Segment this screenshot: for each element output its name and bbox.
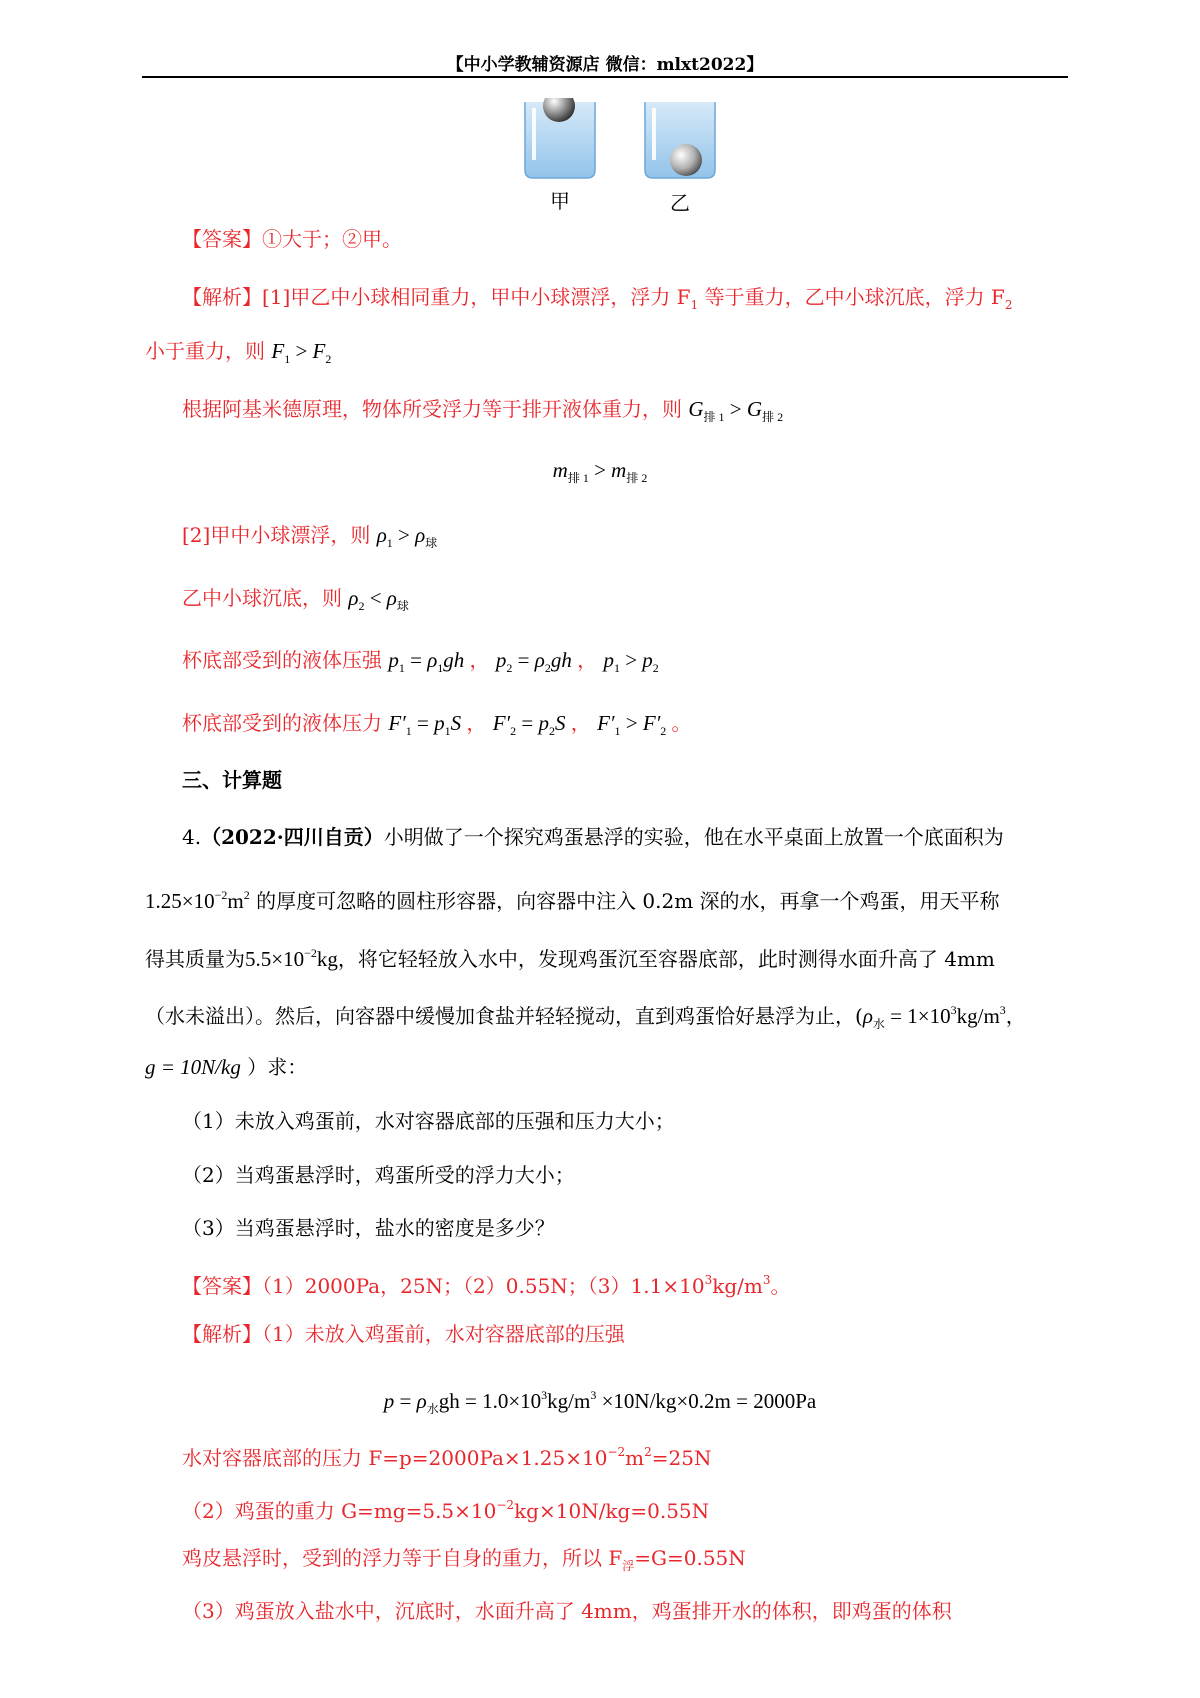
page-header: 【中小学教辅资源店 微信：mlxt2022】 <box>446 55 764 75</box>
q4-line2: $1.25\times 10^{-2}m^2$ 的厚度可忽略的圆柱形容器，向容器中注入 0.2m 深的水，再拿一个鸡蛋，用天平称 <box>145 888 1000 913</box>
q3-analysis-line1: 【解析】[1]甲乙中小球相同重力，甲中小球漂浮，浮力 $F_1$ 等于重力，乙中小球沉底，浮力 $F_2$ <box>182 285 1013 312</box>
q4-subquestion-2: （2）当鸡蛋悬浮时，鸡蛋所受的浮力大小； <box>182 1163 575 1187</box>
q4-analysis-equation: $p = \rho_水gh = 1.0\times 10^3kg/m^3 \times 10N/kg\times 0.2m = 2000Pa$ <box>383 1388 817 1416</box>
q4-analysis-line2: 水对容器底部的压力 $F=p=2000Pa\times 1.25\times 10^{-2}m^2=25N$ <box>182 1445 712 1470</box>
q4-number: 4. <box>182 825 202 849</box>
q4-analysis-line5: （3）鸡蛋放入盐水中，沉底时，水面升高了 4mm，鸡蛋排开水的体积，即鸡蛋的体积 <box>182 1599 952 1623</box>
q3-analysis-line3: 根据阿基米德原理，物体所受浮力等于排开液体重力，则 $G_{排 1} > G_{排 2}$ <box>182 397 784 424</box>
label-jia: 甲 <box>550 189 570 213</box>
ball-sunk <box>670 144 702 176</box>
label-yi: 乙 <box>670 191 690 215</box>
q4-answer: 【答案】（1）2000Pa，25N；（2）0.55N；$(3)1.1\times 10^3kg/m^3$。 <box>182 1273 791 1298</box>
q3-analysis-line4: $m_{排 1} > m_{排 2}$ <box>552 458 648 485</box>
beakers-illustration <box>520 98 740 220</box>
analysis-tag: 【解析】 <box>182 285 262 309</box>
q4-subquestion-1: （1）未放入鸡蛋前，水对容器底部的压强和压力大小； <box>182 1109 675 1133</box>
beakers-figure <box>520 98 740 220</box>
q4-line3: 得其质量为$5.5\times 10^{-2}kg$，将它轻轻放入水中，发现鸡蛋沉至容器底部，此时测得水面升高了 4mm <box>145 946 995 971</box>
analysis-tag: 【解析】 <box>182 1322 262 1346</box>
q4-line5: g = 10N/kg ）求： <box>145 1055 308 1079</box>
q3-analysis-line6: 乙中小球沉底，则 $\rho_2 < \rho_球$ <box>182 586 409 613</box>
q4-analysis-line1: 【解析】（1）未放入鸡蛋前，水对容器底部的压强 <box>182 1322 625 1346</box>
beaker-jia <box>525 98 595 178</box>
q4-analysis-line4: 鸡皮悬浮时，受到的浮力等于自身的重力，所以 $F_浮=G=0.55N$ <box>182 1546 746 1573</box>
q3-answer: 【答案】①大于；②甲。 <box>182 227 402 251</box>
answer-tag: 【答案】 <box>182 1274 262 1298</box>
q3-analysis-line7: 杯底部受到的液体压强 $p_1 = \rho_1gh$ ， $p_2 = \rho_2gh$ ， $p_1 > p_2$ <box>182 648 659 675</box>
q4-line4: （水未溢出）。然后，向容器中缓慢加食盐并轻轻搅动，直到鸡蛋恰好悬浮为止，($\rho_水 = 1\times 10^3kg/m^3$， <box>145 1003 1026 1031</box>
q3-analysis-line2: 小于重力，则 $F_1 > F_2$ <box>145 339 332 366</box>
beaker-yi <box>645 102 715 178</box>
section-title: 三、计算题 <box>182 768 282 792</box>
answer-tag: 【答案】 <box>182 227 262 251</box>
q4-subquestion-3: （3）当鸡蛋悬浮时，盐水的密度是多少？ <box>182 1216 555 1240</box>
q4-analysis-line3: （2）鸡蛋的重力 $G=mg=5.5\times 10^{-2}kg\times 10N/kg=0.55N$ <box>182 1498 710 1523</box>
header-rule <box>142 76 1068 78</box>
q4-line1: 4.（2022·四川自贡）小明做了一个探究鸡蛋悬浮的实验，他在水平桌面上放置一个底面积为 <box>182 825 1004 849</box>
q4-source: （2022·四川自贡） <box>201 825 384 849</box>
q3-analysis-line8: 杯底部受到的液体压力 $F'_1 = p_1S$ ， $F'_2 = p_2S$ ， $F'_1 > F'_2$ 。 <box>182 711 692 738</box>
q3-analysis-line5: [2]甲中小球漂浮，则 $\rho_1 > \rho_球$ <box>182 523 438 550</box>
